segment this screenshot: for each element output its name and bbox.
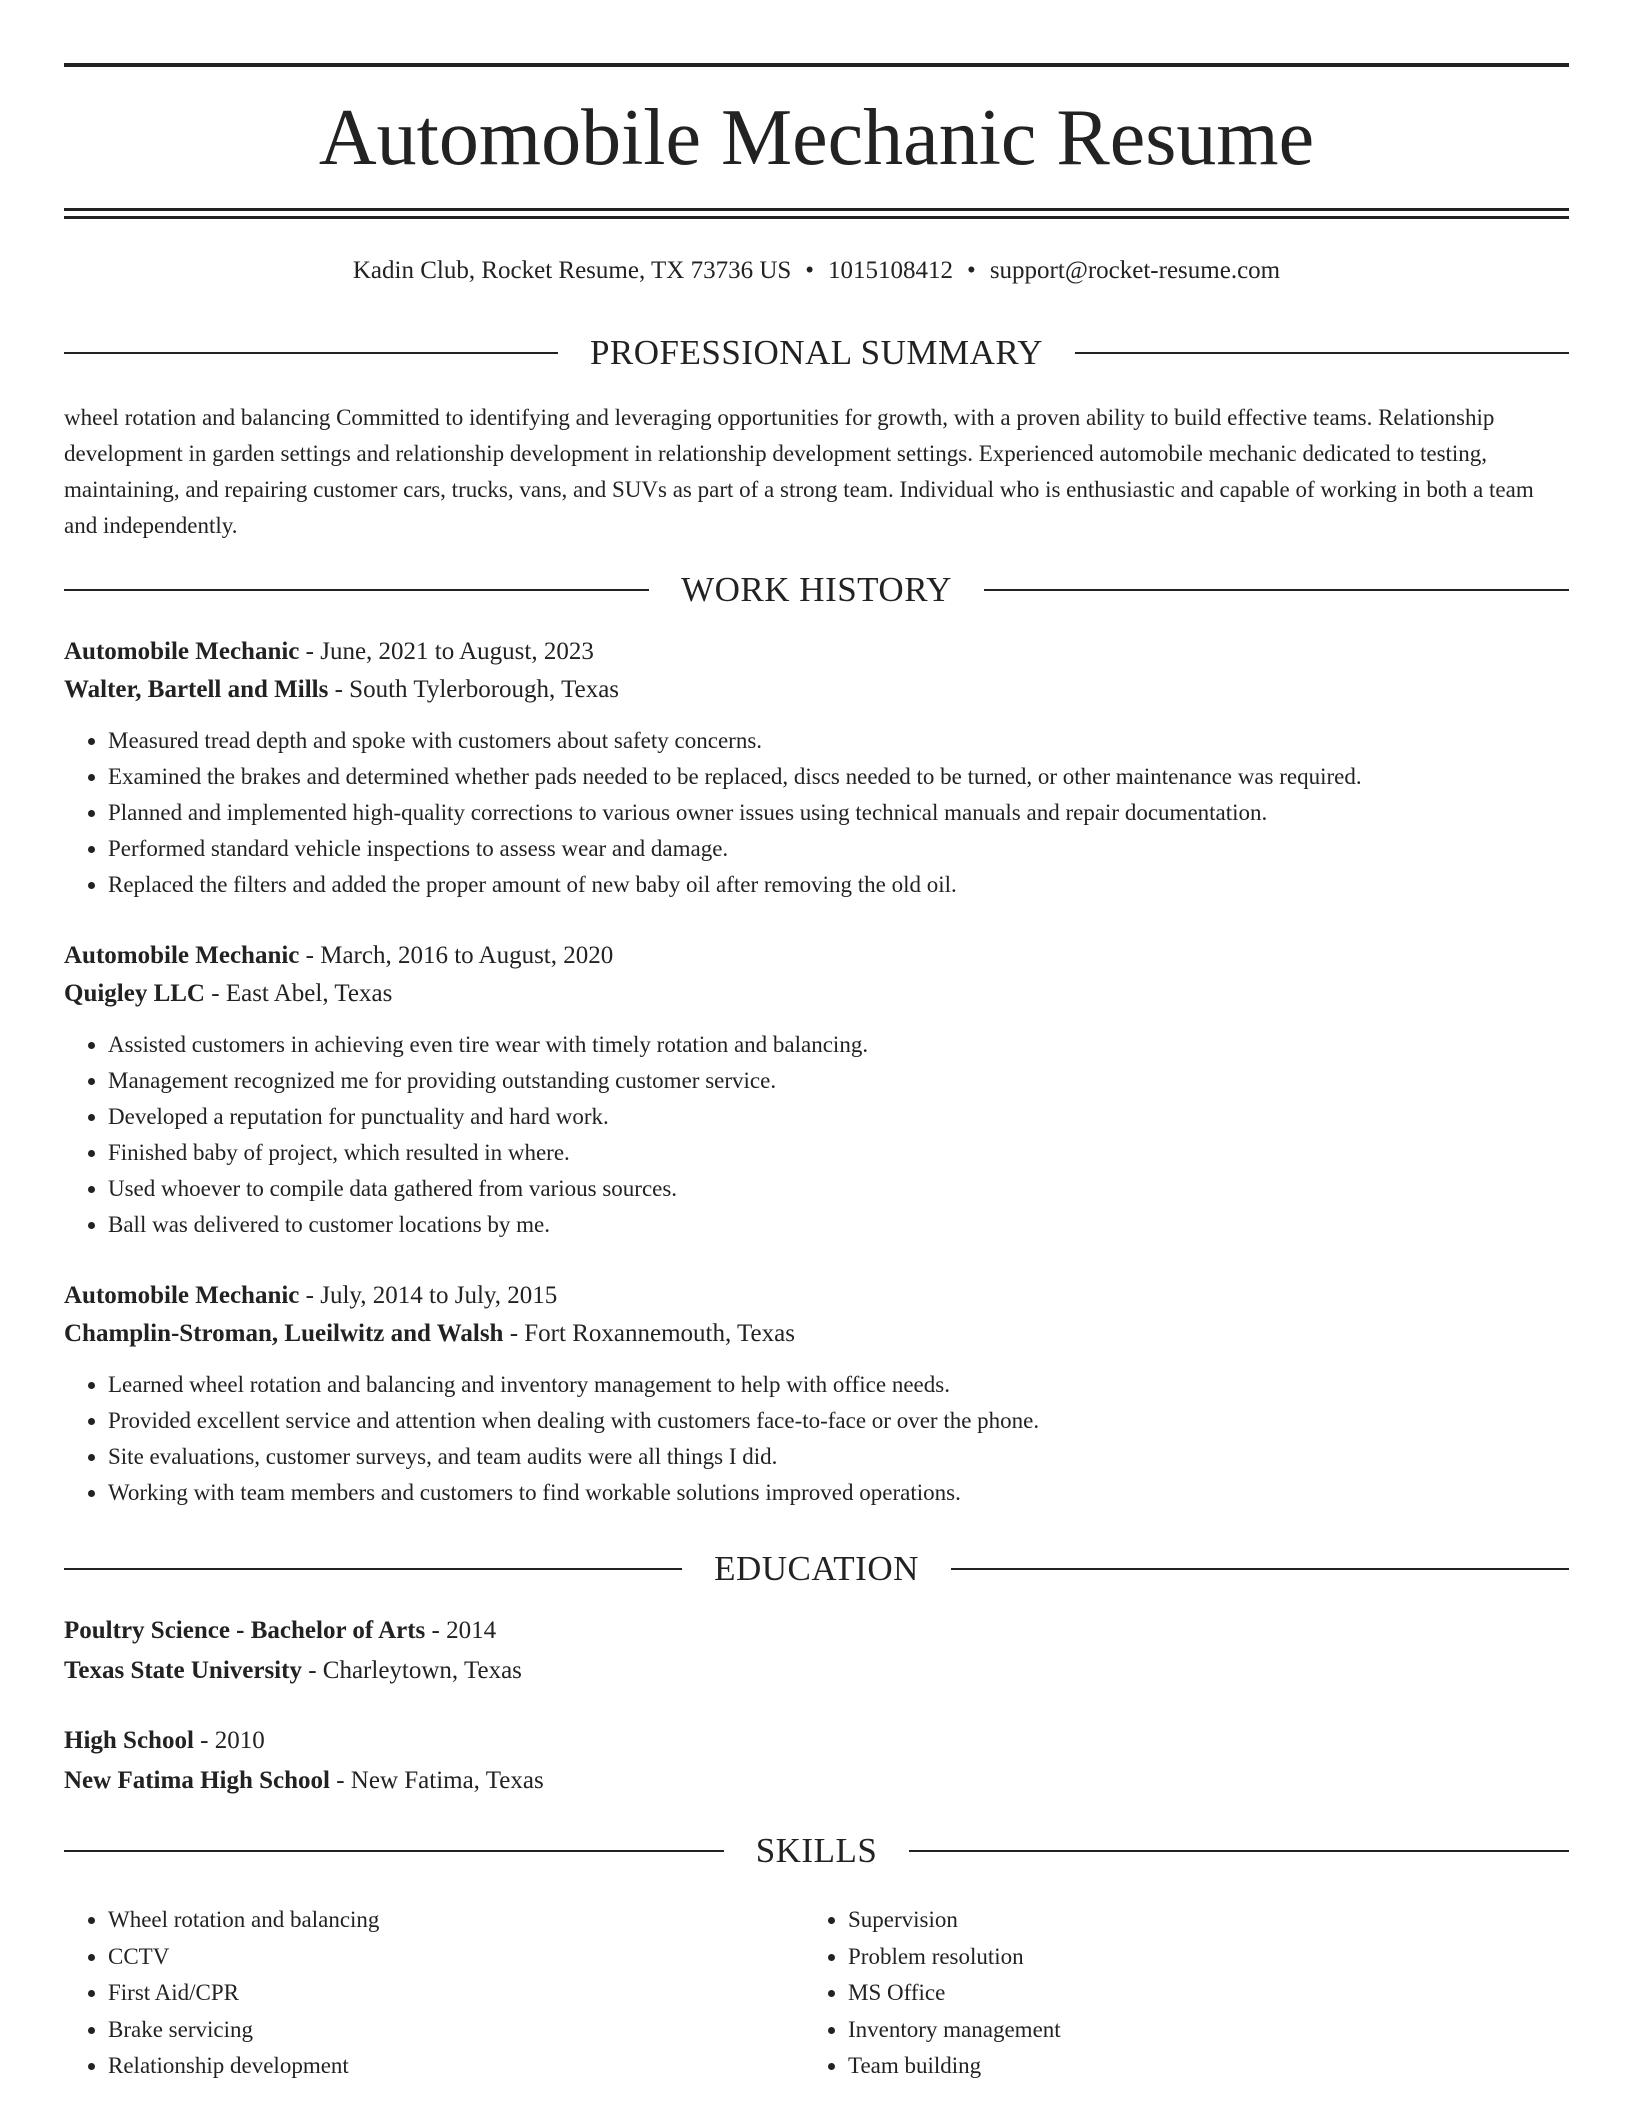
job-dates: - March, 2016 to August, 2020 [299,942,614,969]
section-title: EDUCATION [714,1549,919,1588]
job-bullets [64,723,1569,903]
top-rule [64,63,1569,67]
degree-line [64,1722,1569,1760]
job-entry [64,633,1569,903]
job-title-line [64,937,1569,975]
school-line [64,1652,1569,1690]
job-dates: - June, 2021 to August, 2023 [299,638,594,665]
heading-rule [1075,352,1569,354]
heading-rule [909,1850,1569,1852]
job-company-line [64,975,1569,1013]
school: New Fatima High School [64,1767,330,1794]
section-heading-education [64,1547,1569,1591]
skill-item: • Supervision [848,1902,1504,1939]
degree-year: - 2010 [193,1727,265,1754]
job-company: Quigley LLC [64,980,205,1007]
list-item: • Learned wheel rotation and balancing and inventory management to help with office needs. [108,1367,1569,1403]
job-bullets [64,1367,1569,1511]
page-title: Automobile Mechanic Resume [318,94,1315,182]
job-title-line [64,633,1569,671]
list-item: • Management recognized me for providing outstanding customer service. [108,1063,1569,1099]
section-title: PROFESSIONAL SUMMARY [589,333,1044,372]
job-title: Automobile Mechanic [64,942,300,969]
skills-column-right [804,1902,1504,2085]
skill-item: • Inventory management [848,2012,1504,2049]
list-item: • Replaced the filters and added the proper amount of new baby oil after removing the old oil. [108,867,1569,903]
heading-rule [64,589,649,591]
contact-line [64,254,1569,288]
heading-rule [984,589,1569,591]
section-heading-work [64,568,1569,612]
title-rule-upper [64,208,1569,211]
summary-paragraph: wheel rotation and balancing Committed to identifying and leveraging opportunities for growth, with a proven ability to build effective teams. Relationship development in garden settings and relationship development in relationship development settings. Experienced automobile mechanic dedicated to testing, maintaining, and repairing customer cars, trucks, vans, and SUVs as part of a strong team. Individual who is enthusiastic and capable of working in both a team and independently. [64,405,1534,538]
contact-address: Kadin Club, Rocket Resume, TX 73736 US [352,257,792,284]
job-entry [64,937,1569,1243]
skills-list [64,1902,764,2085]
list-item: • Assisted customers in achieving even tire wear with timely rotation and balancing. [108,1027,1569,1063]
heading-rule [64,352,558,354]
contact-phone: 1015108412 [828,257,954,284]
contact-email: support@rocket-resume.com [989,257,1281,284]
skills-column-left [64,1902,764,2085]
skill-item: • Team building [848,2048,1504,2085]
job-bullets [64,1027,1569,1243]
job-dates: - July, 2014 to July, 2015 [299,1282,558,1309]
job-company-line [64,1315,1569,1353]
list-item: • Planned and implemented high-quality corrections to various owner issues using technical manuals and repair documentation. [108,795,1569,831]
skill-item: • Relationship development [108,2048,764,2085]
list-item: • Working with team members and customers to find workable solutions improved operations. [108,1475,1569,1511]
list-item: • Examined the brakes and determined whether pads needed to be replaced, discs needed to be turned, or other maintenance was required. [108,759,1569,795]
list-item: • Measured tread depth and spoke with customers about safety concerns. [108,723,1569,759]
heading-rule [951,1568,1569,1570]
education-entry [64,1612,1569,1690]
list-item: • Ball was delivered to customer locations by me. [108,1207,1569,1243]
job-entry [64,1277,1569,1511]
title-rule-lower [64,216,1569,219]
section-heading-summary [64,331,1569,375]
skill-item: • Problem resolution [848,1939,1504,1976]
job-location: - East Abel, Texas [205,980,393,1007]
degree: High School [64,1727,194,1754]
job-location: - Fort Roxannemouth, Texas [503,1320,795,1347]
section-heading-skills [64,1829,1569,1873]
degree-year: - 2014 [425,1617,497,1644]
heading-rule [64,1850,724,1852]
skills-list [804,1902,1504,2085]
section-title: WORK HISTORY [681,570,952,609]
school-location: - New Fatima, Texas [329,1767,544,1794]
school: Texas State University [64,1657,302,1684]
list-item: • Provided excellent service and attention when dealing with customers face-to-face or over the phone. [108,1403,1569,1439]
list-item: • Used whoever to compile data gathered from various sources. [108,1171,1569,1207]
heading-rule [64,1568,682,1570]
skill-item: • Brake servicing [108,2012,764,2049]
degree-line [64,1612,1569,1650]
education-entry [64,1722,1569,1800]
job-company: Walter, Bartell and Mills [64,676,329,703]
list-item: • Site evaluations, customer surveys, and team audits were all things I did. [108,1439,1569,1475]
job-title: Automobile Mechanic [64,1282,300,1309]
skill-item: • Wheel rotation and balancing [108,1902,764,1939]
degree: Poultry Science - Bachelor of Arts [64,1617,426,1644]
skill-item: • MS Office [848,1975,1504,2012]
school-location: - Charleytown, Texas [301,1657,522,1684]
school-line [64,1762,1569,1800]
contact-separator: • [967,257,976,284]
job-title-line [64,1277,1569,1315]
list-item: • Performed standard vehicle inspections to assess wear and damage. [108,831,1569,867]
job-company: Champlin-Stroman, Lueilwitz and Walsh [64,1320,504,1347]
contact-separator: • [805,257,815,284]
job-company-line [64,671,1569,709]
job-location: - South Tylerborough, Texas [328,676,620,703]
list-item: • Developed a reputation for punctuality and hard work. [108,1099,1569,1135]
section-title: SKILLS [755,1831,878,1870]
list-item: • Finished baby of project, which resulted in where. [108,1135,1569,1171]
skill-item: • First Aid/CPR [108,1975,764,2012]
skill-item: • CCTV [108,1939,764,1976]
job-title: Automobile Mechanic [64,638,300,665]
